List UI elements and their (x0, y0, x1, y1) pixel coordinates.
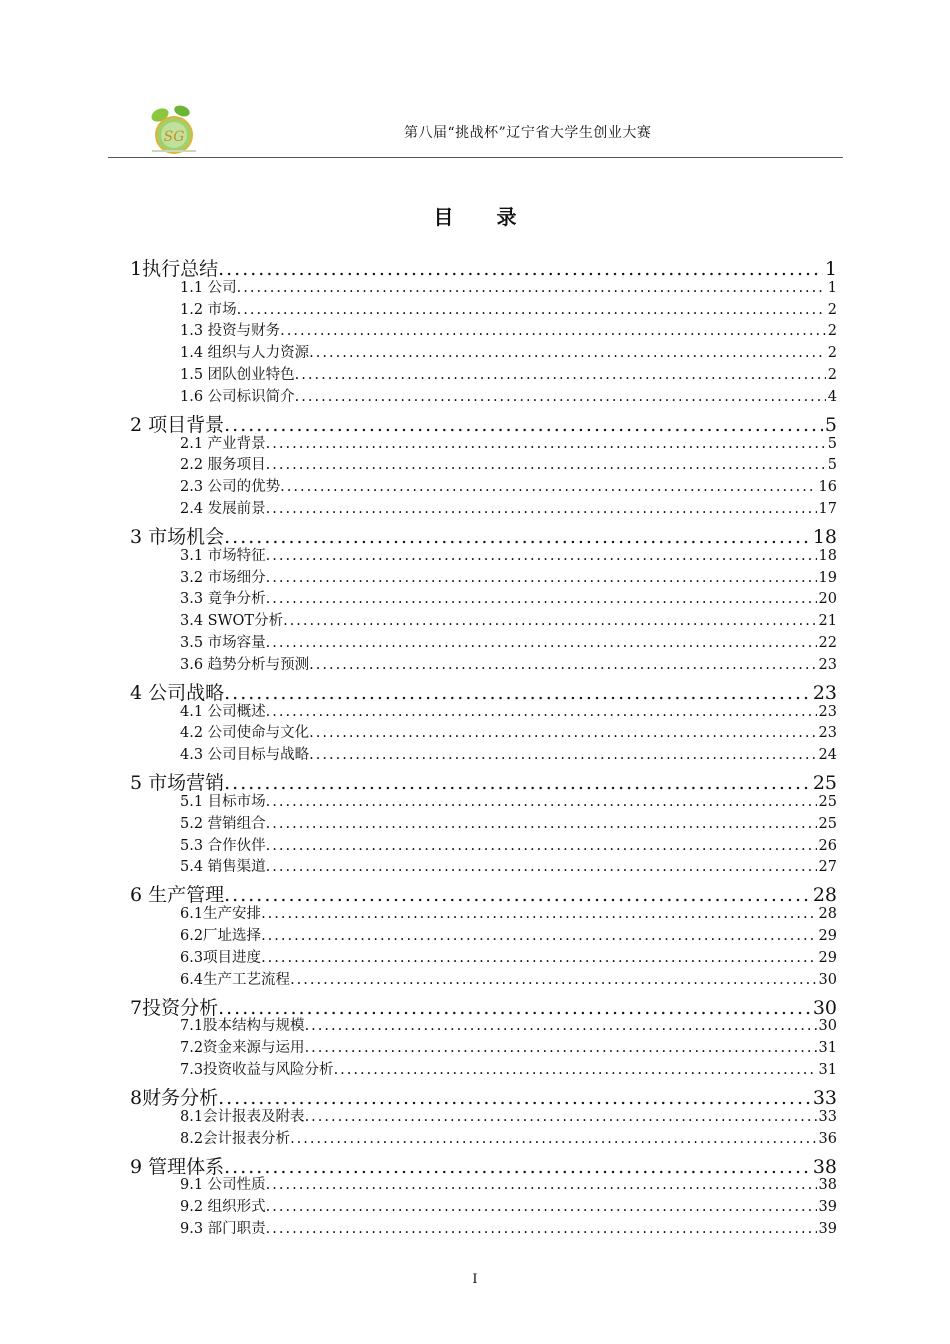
toc-entry-title: 2.3 公司的优势 (180, 479, 281, 496)
toc-entry-page: 29 (818, 928, 837, 944)
toc-subsection-entry[interactable] (180, 341, 837, 361)
toc-dot-leader (266, 1221, 817, 1237)
toc-title: 目 录 (433, 205, 535, 229)
toc-subsection-entry[interactable] (180, 902, 837, 922)
toc-dot-leader (266, 501, 817, 517)
toc-subsection-entry[interactable] (180, 924, 837, 944)
toc-dot-leader (266, 794, 817, 810)
toc-entry-page: 30 (818, 1018, 837, 1035)
toc-entry-page: 21 (818, 613, 837, 630)
toc-subsection-entry[interactable] (180, 968, 837, 988)
toc-entry-title: 3.3 竟争分析 (180, 591, 266, 608)
toc-entry-page: 5 (824, 413, 837, 434)
toc-entry-title: 1.4 组织与人力资源 (180, 345, 310, 362)
toc-subsection-entry[interactable] (180, 653, 837, 673)
toc-subsection-entry[interactable] (180, 587, 837, 607)
toc-dot-leader (305, 1109, 817, 1125)
toc-dot-leader (290, 972, 816, 988)
toc-entry-page: 19 (818, 569, 837, 586)
toc-subsection-entry[interactable] (180, 1105, 837, 1125)
toc-entry-title: 2.2 服务项目 (180, 457, 266, 474)
toc-entry-page: 24 (818, 747, 837, 764)
header-title: 第八届“挑战杯”辽宁省大学生创业大赛 (404, 125, 652, 141)
toc-dot-leader (305, 1040, 817, 1056)
toc-entry-page: 4 (827, 388, 837, 405)
toc-entry-title: 5.1 目标市场 (180, 794, 266, 810)
toc-entry-page: 5 (827, 457, 837, 474)
toc-entry-title: 9 管理体系 (130, 1155, 225, 1176)
toc-dot-leader (280, 479, 816, 495)
toc-entry-title: 9.1 公司性质 (180, 1177, 266, 1194)
toc-dot-leader (266, 570, 817, 586)
toc-dot-leader (266, 859, 817, 875)
toc-subsection-entry[interactable] (180, 475, 837, 495)
toc-entry-title: 7.2资金来源与运用 (180, 1040, 305, 1057)
toc-entry-page: 2 (827, 301, 837, 318)
toc-entry-page: 17 (818, 501, 837, 517)
toc-dot-leader (266, 1177, 817, 1193)
toc-subsection-entry[interactable] (180, 743, 837, 763)
toc-subsection-entry[interactable] (180, 432, 837, 452)
toc-entry-page: 30 (818, 971, 837, 988)
toc-entry-title: 2 项目背景 (130, 413, 225, 434)
toc-entry-page: 16 (818, 479, 837, 496)
toc-subsection-entry[interactable] (180, 453, 837, 473)
toc-entry-title: 9.2 组织形式 (180, 1199, 266, 1216)
toc-section-entry[interactable] (130, 1152, 837, 1176)
toc-subsection-entry[interactable] (180, 609, 837, 629)
toc-subsection-entry[interactable] (180, 1036, 837, 1056)
toc-subsection-entry[interactable] (180, 363, 837, 383)
toc-entry-title: 8财务分析 (130, 1087, 219, 1107)
toc-subsection-entry[interactable] (180, 721, 837, 741)
toc-dot-leader (261, 950, 816, 966)
toc-entry-page: 39 (818, 1199, 837, 1216)
toc-entry-title: 1.1 公司 (180, 279, 237, 296)
toc-subsection-entry[interactable] (180, 700, 837, 720)
toc-entry-title: 1.5 团队创业特色 (180, 367, 295, 383)
toc-dot-leader (266, 457, 826, 473)
toc-dot-leader (266, 436, 826, 452)
toc-entry-title: 5.4 销售渠道 (180, 859, 266, 876)
toc-entry-page: 23 (818, 703, 837, 720)
toc-subsection-entry[interactable] (180, 1217, 837, 1237)
toc-entry-title: 8.2会计报表分析 (180, 1130, 291, 1147)
toc-subsection-entry[interactable] (180, 298, 837, 318)
toc-subsection-entry[interactable] (180, 1173, 837, 1193)
toc-entry-title: 4 公司战略 (130, 681, 225, 702)
toc-subsection-entry[interactable] (180, 544, 837, 564)
toc-dot-leader (237, 302, 826, 318)
toc-entry-title: 3.5 市场容量 (180, 635, 266, 651)
toc-entry-title: 3.2 市场细分 (180, 569, 266, 586)
toc-entry-title: 7.3投资收益与风险分析 (180, 1062, 334, 1078)
toc-subsection-entry[interactable] (180, 319, 837, 339)
toc-section-entry[interactable] (130, 254, 837, 278)
toc-dot-leader (290, 1131, 816, 1147)
toc-entry-title: 6.2厂址选择 (180, 928, 262, 944)
toc-entry-page: 30 (812, 996, 837, 1017)
toc-subsection-entry[interactable] (180, 385, 837, 405)
toc-dot-leader (280, 323, 826, 339)
toc-entry-page: 2 (827, 345, 837, 362)
toc-entry-page: 2 (827, 323, 837, 340)
toc-dot-leader (295, 389, 826, 405)
toc-section-entry[interactable] (130, 678, 837, 702)
toc-entry-page: 2 (827, 367, 837, 383)
toc-entry-page: 38 (812, 1155, 837, 1176)
toc-subsection-entry[interactable] (180, 566, 837, 586)
toc-entry-page: 33 (812, 1087, 837, 1107)
toc-dot-leader (261, 906, 816, 922)
toc-entry-title: 7投资分析 (130, 996, 219, 1017)
toc-dot-leader (309, 725, 816, 741)
footer-page-number: I (472, 1272, 478, 1287)
toc-entry-page: 36 (818, 1130, 837, 1147)
toc-entry-title: 2.1 产业背景 (180, 435, 266, 452)
toc-entry-title: 9.3 部门职责 (180, 1221, 266, 1237)
toc-dot-leader (283, 613, 816, 629)
toc-section-entry[interactable] (130, 522, 837, 546)
toc-entry-title: 5 市场营销 (130, 772, 225, 793)
toc-entry-page: 28 (812, 884, 837, 905)
toc-dot-leader (266, 591, 817, 607)
toc-entry-page: 23 (818, 725, 837, 742)
toc-subsection-entry[interactable] (180, 1195, 837, 1215)
toc-entry-page: 31 (818, 1040, 837, 1057)
toc-subsection-entry[interactable] (180, 1014, 837, 1034)
toc-dot-leader (305, 1018, 817, 1034)
toc-section-entry[interactable] (130, 1083, 837, 1107)
toc-subsection-entry[interactable] (180, 1058, 837, 1078)
toc-dot-leader (261, 928, 816, 944)
toc-subsection-entry[interactable] (180, 497, 837, 517)
toc-entry-title: 5.3 合作伙伴 (180, 837, 266, 854)
toc-dot-leader (266, 704, 817, 720)
toc-dot-leader (266, 816, 817, 832)
toc-entry-page: 25 (818, 815, 837, 832)
toc-entry-page: 25 (818, 794, 837, 810)
toc-dot-leader (266, 635, 817, 651)
toc-entry-title: 8.1会计报表及附表 (180, 1108, 305, 1125)
toc-entry-page: 27 (818, 859, 837, 876)
toc-dot-leader (266, 548, 817, 564)
toc-entry-page: 31 (818, 1062, 837, 1078)
toc-dot-leader (309, 747, 816, 763)
toc-dot-leader (334, 1062, 817, 1078)
toc-entry-page: 39 (818, 1221, 837, 1237)
toc-entry-page: 1 (824, 258, 837, 278)
toc-dot-leader (309, 657, 816, 673)
toc-entry-page: 33 (818, 1108, 837, 1125)
toc-entry-page: 5 (827, 435, 837, 452)
toc-section-entry[interactable] (130, 993, 837, 1017)
toc-entry-page: 28 (818, 906, 837, 923)
toc-entry-page: 23 (818, 656, 837, 673)
toc-entry-title: 3.6 趋势分析与预测 (180, 656, 310, 673)
toc-subsection-entry[interactable] (180, 1127, 837, 1147)
toc-entry-page: 18 (812, 526, 837, 546)
toc-dot-leader (295, 367, 826, 383)
toc-entry-title: 1执行总结 (130, 258, 219, 278)
toc-subsection-entry[interactable] (180, 812, 837, 832)
toc-dot-leader (237, 280, 826, 296)
toc-entry-page: 20 (818, 591, 837, 608)
toc-entry-title: 3.4 SWOT分析 (180, 613, 284, 630)
toc-entry-title: 6 生产管理 (130, 884, 225, 905)
toc-entry-title: 3.1 市场特征 (180, 547, 266, 564)
toc-dot-leader (266, 838, 817, 854)
toc-section-entry[interactable] (130, 410, 837, 434)
toc-subsection-entry[interactable] (180, 834, 837, 854)
toc-entry-page: 38 (818, 1177, 837, 1194)
toc-entry-page: 22 (818, 635, 837, 651)
toc-entry-title: 6.4生产工艺流程 (180, 971, 291, 988)
toc-subsection-entry[interactable] (180, 790, 837, 810)
logo-lettering: SG (163, 129, 185, 145)
toc-entry-title: 2.4 发展前景 (180, 501, 266, 517)
toc-entry-page: 18 (818, 547, 837, 564)
toc-entry-page: 23 (812, 681, 837, 702)
toc-entry-title: 3 市场机会 (130, 526, 225, 546)
toc-entry-title: 1.6 公司标识简介 (180, 388, 295, 405)
toc-entry-title: 6.1生产安排 (180, 906, 262, 923)
toc-dot-leader (309, 345, 826, 361)
toc-entry-title: 5.2 营销组合 (180, 815, 266, 832)
toc-entry-title: 7.1股本结构与规模 (180, 1018, 305, 1035)
toc-subsection-entry[interactable] (180, 276, 837, 296)
toc-section-entry[interactable] (130, 768, 837, 792)
toc-subsection-entry[interactable] (180, 855, 837, 875)
toc-entry-page: 1 (827, 279, 837, 296)
toc-entry-page: 29 (818, 949, 837, 966)
toc-section-entry[interactable] (130, 880, 837, 904)
toc-entry-title: 4.2 公司使命与文化 (180, 725, 310, 742)
toc-entry-title: 4.1 公司概述 (180, 703, 266, 720)
toc-dot-leader (266, 1199, 817, 1215)
toc-entry-title: 6.3项目进度 (180, 949, 262, 966)
toc-entry-title: 1.3 投资与财务 (180, 323, 281, 340)
toc-entry-title: 1.2 市场 (180, 301, 237, 318)
toc-entry-page: 26 (818, 837, 837, 854)
toc-subsection-entry[interactable] (180, 946, 837, 966)
toc-subsection-entry[interactable] (180, 631, 837, 651)
toc-entry-title: 4.3 公司目标与战略 (180, 747, 310, 764)
toc-entry-page: 25 (812, 772, 837, 793)
